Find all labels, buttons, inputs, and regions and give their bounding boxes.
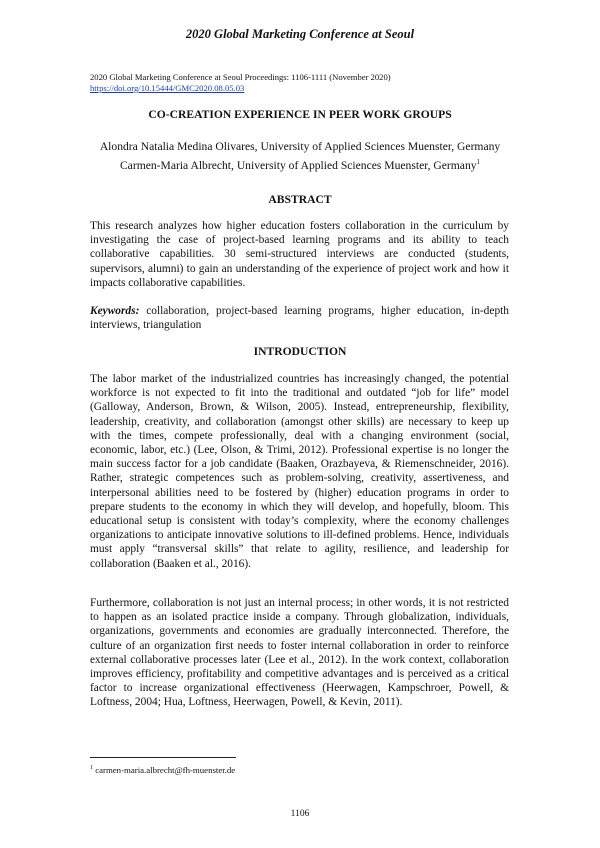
running-head: 2020 Global Marketing Conference at Seoul [185, 27, 415, 41]
paper-title: CO-CREATION EXPERIENCE IN PEER WORK GROUPS [148, 108, 452, 121]
proceedings-citation: 2020 Global Marketing Conference at Seoul Proceedings: 1106-1111 (November 2020) [90, 72, 391, 82]
author-list [90, 139, 510, 173]
introduction-paragraph-1: The labor market of the industrialized countries has increasingly changed, the potential workforce is not expected to fit into the traditional and outdated “job for life” model (Galloway, Anderson, Brown, & Wilson, 2005). Instead, entrepreneurship, flexibility, leadership, creativity, and collaboration (amongst other skills) are necessary to keep up with the times, compete professionally, deal with a changing environment (social, economic, labor, etc.) (Lee, Olson, & Trimi, 2012). Professional expertise is no longer the main success factor for a job candidate (Baaken, Orazbayeva, & Riemenschneider, 2016). Rather, strategic competences such as problem-solving, creativity, assertiveness, and interpersonal abilities need to be fostered by (higher) education programs in order to prepare students to the economy in which they will develop, and hopefully, bloom. This educational setup is consistent with today’s complexity, where the economy challenges organizations to anticipate innovative solutions to ill-defined problems. Hence, individuals must apply “transversal skills” that relate to agility, resilience, and leadership for collaboration (Baaken et al., 2016). [90, 373, 509, 570]
introduction-heading: INTRODUCTION [253, 345, 347, 358]
keywords-text: collaboration, project-based learning programs, higher education, in-depth interviews, triangulation [90, 305, 509, 332]
introduction-paragraph-2: Furthermore, collaboration is not just an internal process; in other words, it is not restricted to happen as an isolated practice inside a company. Through globalization, individuals, organizations, governments and economies are gradually interconnected. Therefore, the culture of an organization first needs to foster internal collaboration in order to reinforce external collaborative processes later (Lee et al., 2012). In the work context, collaboration improves efficiency, profitability and competitive advantages and is perceived as a critical factor to increase organizational effectiveness (Heerwagen, Kampschroer, Powell, & Loftness, 2004; Hua, Loftness, Heerwagen, Powell, & Kevin, 2011). [90, 597, 509, 709]
author-1: Alondra Natalia Medina Olivares, University of Applied Sciences Muenster, Germany [99, 140, 501, 153]
doi-link[interactable]: https://doi.org/10.15444/GMC2020.08.05.03 [90, 83, 245, 93]
footnote-separator [90, 757, 236, 758]
abstract-text: This research analyzes how higher education fosters collaboration in the curriculum by investigating the case of project-based learning programs and its ability to teach collaborative capabilities. 30 semi-structured interviews are conducted (students, supervisors, alumni) to gain an understanding of the experience of project work and how it impacts collaborative capabilities. [90, 220, 509, 289]
proceedings-info [90, 72, 391, 94]
footnote [90, 765, 235, 775]
footnote-mark: 1 [90, 765, 93, 772]
author-2 [90, 155, 510, 173]
keywords [90, 304, 509, 332]
author-2-name: Carmen-Maria Albrecht, University of Applied Sciences Muenster, Germany [119, 158, 477, 172]
footnote-email: carmen-maria.albrecht@fh-muenster.de [93, 765, 236, 775]
page-number: 1106 [290, 809, 310, 819]
abstract-heading: ABSTRACT [268, 193, 332, 206]
keywords-label: Keywords: [90, 305, 140, 317]
footnote-marker: 1 [476, 157, 481, 166]
